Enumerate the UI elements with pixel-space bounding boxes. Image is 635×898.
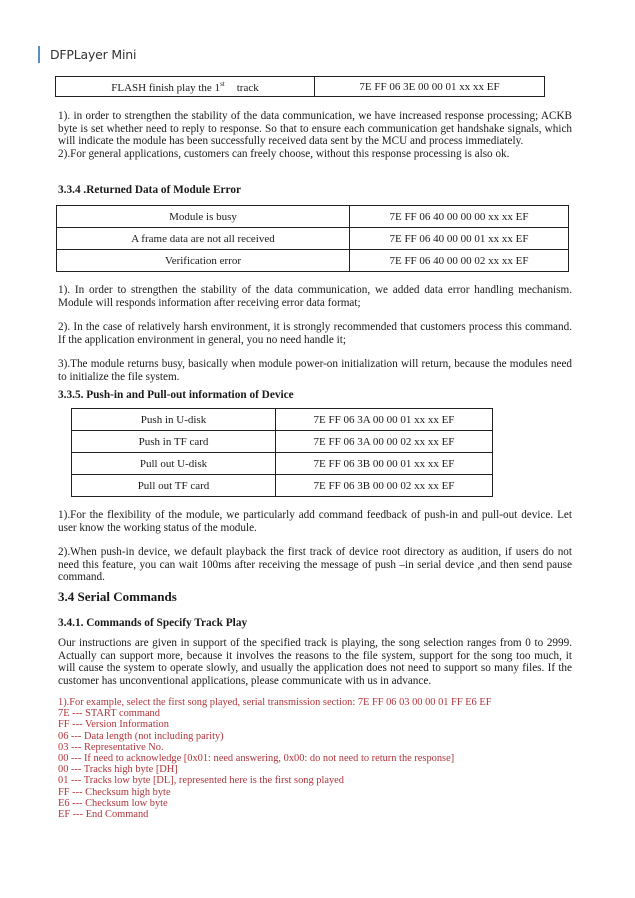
section-heading-3-4-1: 3.4.1. Commands of Specify Track Play (58, 617, 248, 629)
table-cell-code: 7E FF 06 40 00 00 00 xx xx EF (350, 206, 569, 228)
table-cell-label: Module is busy (57, 206, 350, 228)
example-line: E6 --- Checksum low byte (58, 797, 168, 809)
device-push-pull-table (71, 408, 493, 497)
table-cell-label: Verification error (57, 250, 350, 272)
paragraph: 2).For general applications, customers can freely choose, without this response processing is also ok. (58, 147, 510, 160)
paragraph: 2).When push-in device, we default playback the first track of device root directory as audition, if users do not need this feature, you can wait 100ms after receiving the message of push –in serial device ,and then send pause command. (58, 546, 572, 584)
table-row (72, 453, 493, 475)
section-heading-3-3-5: 3.3.5. Push-in and Pull-out information of Device (58, 389, 294, 401)
table-cell-code: 7E FF 06 3A 00 00 02 xx xx EF (276, 431, 493, 453)
example-line: 01 --- Tracks low byte [DL], represented here is the first song played (58, 775, 344, 787)
paragraph: 3).The module returns busy, basically when module power-on initialization will return, because the modules need to initialize the file system. (58, 358, 572, 383)
paragraph: 1). in order to strengthen the stability of the data communication, we have increased response processing; ACKB byte is set whether need to reply to response. So that to ensure each communication get handshake signals, which will indicate the module has been successfully received data sent by the MCU and process immediately. (58, 110, 572, 148)
header-title: DFPLayer Mini (50, 46, 137, 62)
paragraph: 1). In order to strengthen the stability of the data communication, we added data error handling mechanism. Module will responds information after receiving error data format; (58, 284, 572, 309)
table-row (72, 475, 493, 497)
flash-finish-table (55, 76, 545, 97)
ordinal-suffix: st (220, 79, 225, 88)
table-cell-label: Push in TF card (72, 431, 276, 453)
table-cell-label: A frame data are not all received (57, 228, 350, 250)
table-cell-label: Pull out U-disk (72, 453, 276, 475)
table-row (57, 250, 569, 272)
table-row (72, 409, 493, 431)
table-cell-code: 7E FF 06 3B 00 00 02 xx xx EF (276, 475, 493, 497)
table-cell-label: Pull out TF card (72, 475, 276, 497)
table-cell-label: Push in U-disk (72, 409, 276, 431)
section-heading-3-3-4: 3.3.4 .Returned Data of Module Error (58, 184, 242, 196)
example-line: 00 --- If need to acknowledge [0x01: need answering, 0x00: do not need to return the response] (58, 753, 455, 765)
table-row (57, 206, 569, 228)
module-error-table (56, 205, 569, 272)
example-line: 03 --- Representative No. (58, 741, 164, 753)
table-cell-code: 7E FF 06 3E 00 00 01 xx xx EF (315, 77, 545, 97)
error-notes (58, 284, 572, 384)
table-row (57, 228, 569, 250)
response-notes (58, 110, 572, 160)
example-line: EF --- End Command (58, 809, 149, 821)
table-cell-code: 7E FF 06 3B 00 00 01 xx xx EF (276, 453, 493, 475)
table-cell-code: 7E FF 06 40 00 00 01 xx xx EF (350, 228, 569, 250)
page-header (38, 44, 136, 64)
table-row (72, 431, 493, 453)
example-line: 00 --- Tracks high byte [DH] (58, 764, 178, 776)
paragraph: 2). In the case of relatively harsh environment, it is strongly recommended that customers process this command. If the application environment in general, you no need handle it; (58, 321, 572, 346)
example-line: 7E --- START command (58, 708, 160, 720)
table-cell-code: 7E FF 06 3A 00 00 01 xx xx EF (276, 409, 493, 431)
label-text: FLASH finish play the 1 (111, 81, 221, 94)
example-line: 1).For example, select the first song played, serial transmission section: 7E FF 06 03 00 00 01 FF E6 EF (58, 697, 492, 708)
table-cell-code: 7E FF 06 40 00 00 02 xx xx EF (350, 250, 569, 272)
header-accent-bar (38, 46, 40, 63)
example-line: FF --- Checksum high byte (58, 786, 171, 798)
table-row (56, 77, 545, 97)
example-line: FF --- Version Information (58, 719, 169, 731)
example-line: 06 --- Data length (not including parity) (58, 730, 224, 742)
track-play-description: Our instructions are given in support of the specified track is playing, the song selection ranges from 0 to 2999. Actually can support more, because it involves the reasons to the file system, support for the song too much, it will cause the system to operate slowly, and usually the application does not need to support so many files. If the customer has unconventional applications, please communicate with us in advance. (58, 637, 572, 687)
device-notes (58, 509, 572, 584)
paragraph: 1).For the flexibility of the module, we particularly add command feedback of push-in and pull-out device. Let user know the working status of the module. (58, 509, 572, 534)
label-text: track (236, 81, 259, 94)
table-cell-label (56, 77, 315, 97)
example-breakdown (58, 697, 558, 820)
section-heading-3-4: 3.4 Serial Commands (58, 589, 177, 604)
